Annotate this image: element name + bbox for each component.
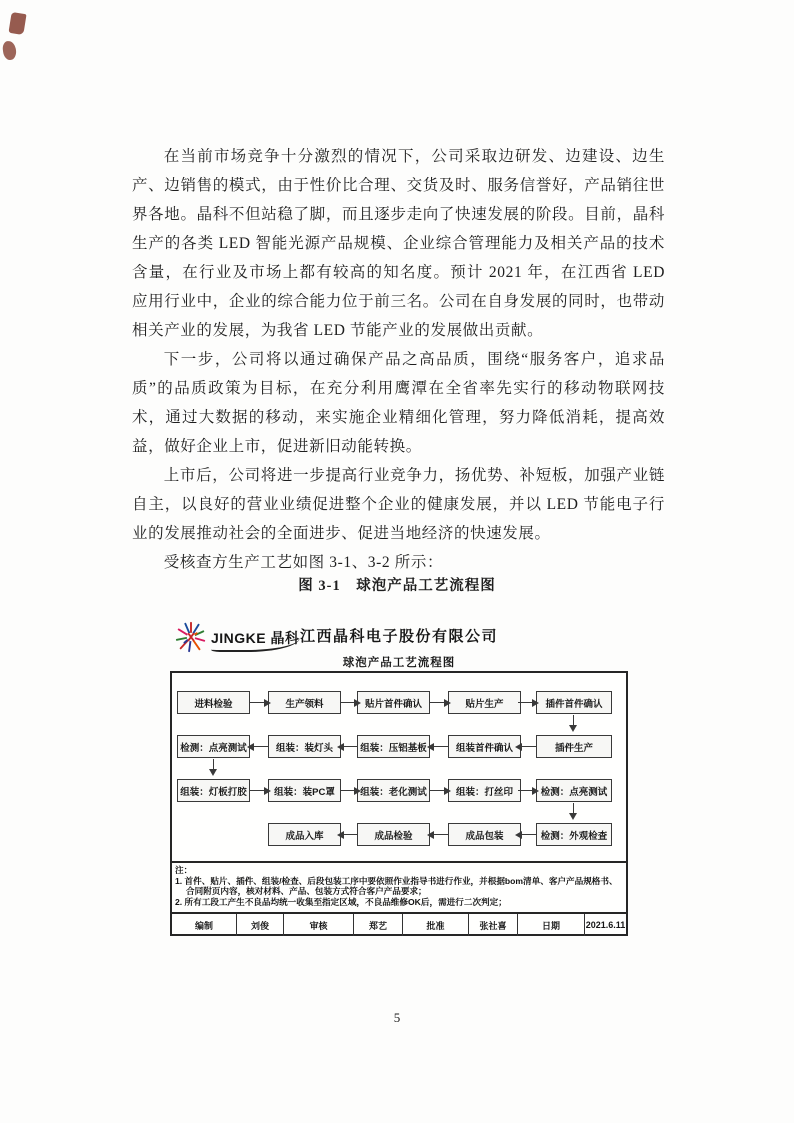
logo-text: JINGKE 晶科: [211, 628, 300, 652]
process-box: 组装：老化测试: [357, 779, 430, 802]
arrow-right-icon: [430, 790, 448, 791]
page-number: 5: [393, 1010, 401, 1025]
flowchart-canvas: [170, 671, 628, 936]
figure-caption: 图 3-1 球泡产品工艺流程图: [298, 578, 496, 594]
process-box: 组装首件确认: [448, 735, 521, 758]
arrow-right-icon: [518, 790, 536, 791]
process-box: 组装：压铝基板: [357, 735, 430, 758]
process-box: 插件生产: [536, 735, 612, 758]
process-box: 插件首件确认: [536, 691, 612, 714]
process-box: 组装：装灯头: [268, 735, 341, 758]
paragraph: 受核查方生产工艺如图 3-1、3-2 所示：: [163, 554, 444, 571]
signature-cell: 郑艺: [354, 914, 403, 936]
arrow-left-icon: [340, 834, 358, 835]
arrow-right-icon: [340, 702, 358, 703]
arrow-left-icon: [430, 834, 448, 835]
arrow-right-icon: [340, 790, 358, 791]
arrow-left-icon: [250, 746, 268, 747]
paragraph: 上市后，公司将进一步提高行业竞争力，扬优势、补短板，加强产业链自主，以良好的营业业绩促进整个企业的健康发展，并以 LED 节能电子行业的发展推动社会的全面进步、促进当地经济的快速发展。: [132, 467, 665, 542]
scan-artifact: [8, 12, 26, 35]
signature-cell: 日期: [518, 914, 585, 936]
process-box: 组装：灯板打胶: [177, 779, 250, 802]
process-box: 贴片首件确认: [357, 691, 430, 714]
scan-artifact: [2, 40, 17, 60]
arrow-right-icon: [250, 790, 268, 791]
signature-cell: 批准: [403, 914, 469, 936]
process-box: 贴片生产: [448, 691, 521, 714]
process-box: 检测：点亮测试: [177, 735, 250, 758]
arrow-down-icon: [573, 803, 574, 817]
arrow-left-icon: [430, 746, 448, 747]
process-box: 检测：外观检查: [536, 823, 612, 846]
process-box: 进料检验: [177, 691, 250, 714]
process-box: 生产领料: [268, 691, 341, 714]
note-item: 2. 所有工段工产生不良品均统一收集至指定区域，不良品维修OK后，需进行二次判定；: [175, 896, 507, 907]
paragraph: 下一步，公司将以通过确保产品之高品质，围绕“服务客户，追求品质”的品质政策为目标，在充分利用鹰潭在全省率先实行的移动物联网技术，通过大数据的移动，来实施企业精细化管理，努力降低消耗，提高效益，做好企业上市，促进新旧动能转换。: [132, 351, 665, 455]
company-title: 江西晶科电子股份有限公司: [299, 628, 498, 645]
signature-table: [172, 912, 626, 936]
arrow-right-icon: [250, 702, 268, 703]
arrow-right-icon: [430, 702, 448, 703]
signature-cell: 编制: [172, 914, 237, 936]
notes-section: [172, 861, 626, 912]
paragraph: 在当前市场竞争十分激烈的情况下，公司采取边研发、边建设、边生产、边销售的模式，由于性价比合理、交货及时、服务信誉好，产品销往世界各地。晶科不但站稳了脚，而且逐步走向了快速发展的阶段。目前，晶科生产的各类 LED 智能光源产品规模、企业综合管理能力及相关产品的技术含量，在行业及市场上都有较高的知名度。预计 2021 年，在江西省 LED 应用行业中，企业的综合能力位于前三名。公司在自身发展的同时，也带动相关产业的发展，为我省 LED 节能产业的发展做出贡献。: [132, 148, 665, 339]
process-box: 检测：点亮测试: [536, 779, 612, 802]
arrow-left-icon: [518, 834, 536, 835]
body-text: [132, 142, 665, 577]
arrow-right-icon: [518, 702, 536, 703]
process-box: 成品入库: [268, 823, 341, 846]
arrow-left-icon: [340, 746, 358, 747]
arrow-down-icon: [213, 759, 214, 773]
arrow-down-icon: [573, 715, 574, 729]
note-heading: 注：: [175, 865, 193, 875]
note-item: 1. 首件、贴片、插件、组装/检查、后段包装工序中要依照作业指导书进行作业，并根据bom清单、客户产品规格书、合同附页内容，核对材料、产品、包装方式符合客户产品要求；: [175, 875, 618, 897]
process-box: 组装：装PC罩: [268, 779, 341, 802]
flowchart-subtitle: 球泡产品工艺流程图: [342, 657, 456, 669]
signature-cell: 张社喜: [469, 914, 518, 936]
signature-cell: 2021.6.11: [585, 920, 626, 930]
signature-cell: 刘俊: [237, 914, 284, 936]
process-box: 组装：打丝印: [448, 779, 521, 802]
flowchart: [170, 612, 628, 936]
arrow-left-icon: [518, 746, 536, 747]
process-box: 成品包装: [448, 823, 521, 846]
signature-cell: 审核: [284, 914, 354, 936]
process-box: 成品检验: [357, 823, 430, 846]
